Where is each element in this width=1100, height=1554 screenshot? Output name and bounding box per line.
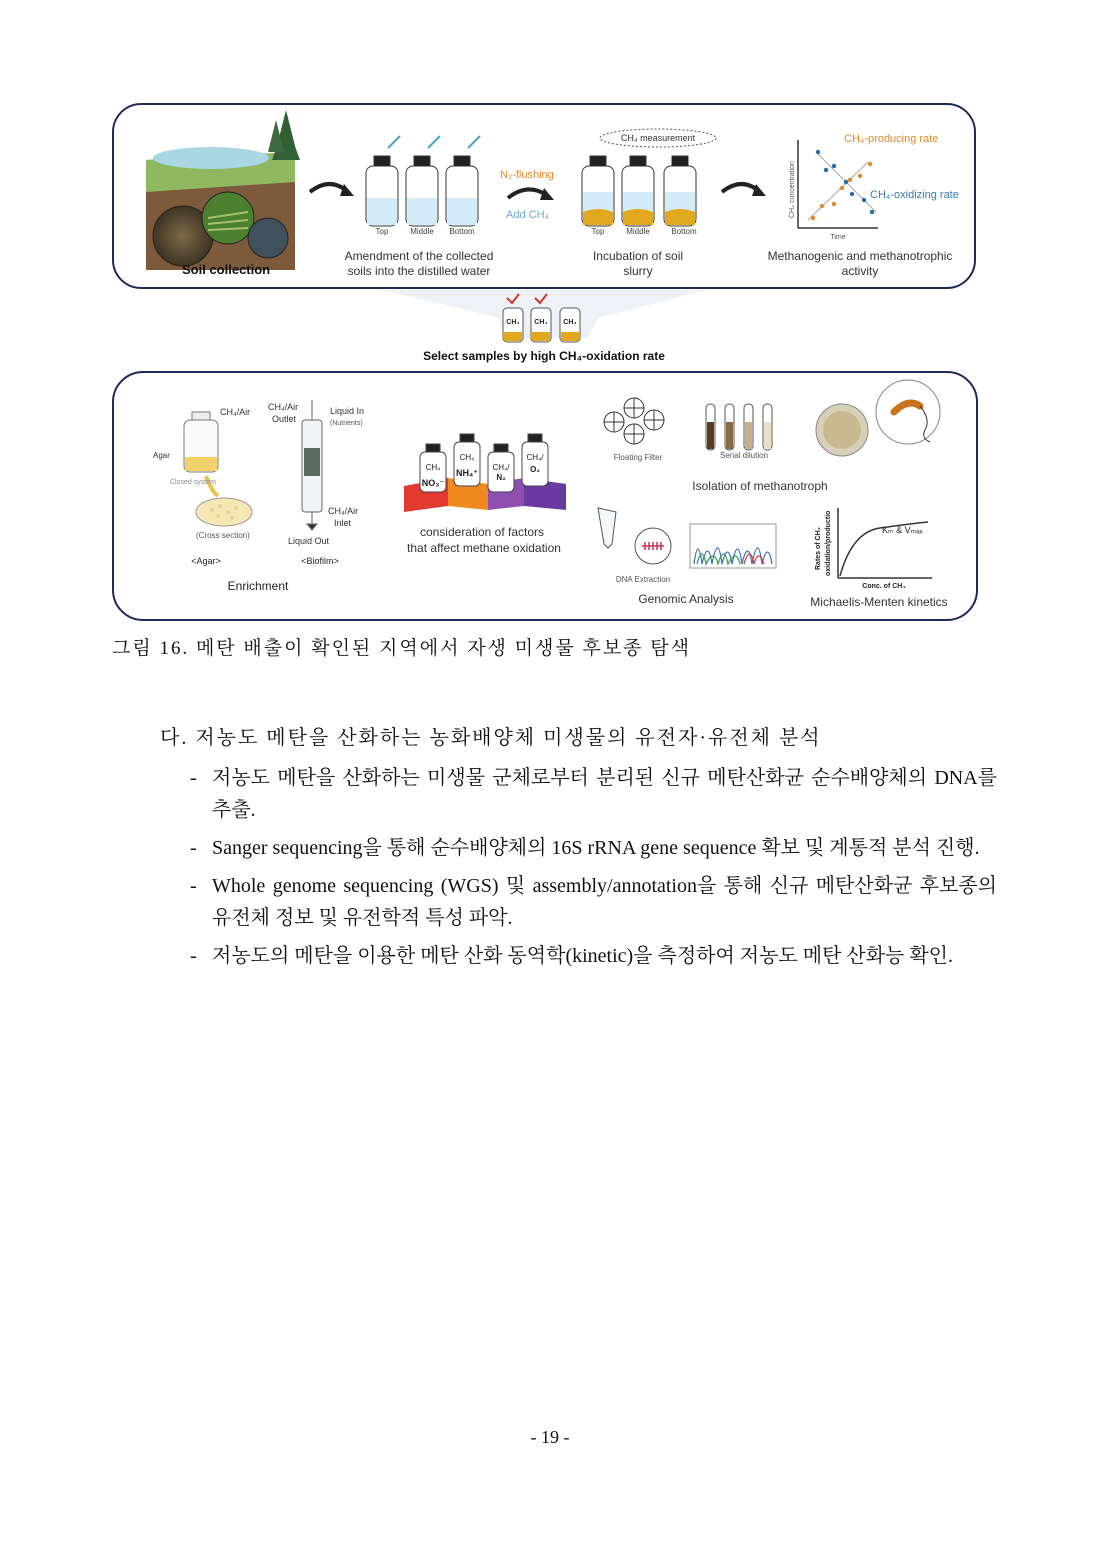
incubation-line-2: slurry bbox=[623, 264, 653, 278]
bullet-text: Whole genome sequencing (WGS) 및 assembly/annotation을 통해 신규 메탄산화균 후보종의 유전체 정보 및 유전학적 특성 파악. bbox=[212, 875, 997, 929]
serial-dilution-label: Serial dilution bbox=[719, 451, 769, 460]
isolation-label: Isolation of methanotroph bbox=[692, 479, 828, 493]
bullet-item bbox=[190, 870, 997, 934]
activity-line-2: activity bbox=[841, 264, 879, 278]
bottle-label-bottom: Bottom bbox=[449, 227, 475, 236]
inlet-line-2: Inlet bbox=[334, 518, 352, 528]
funnel-bottle-2: CH₄ bbox=[534, 319, 548, 326]
n2-flushing-label: N₂-flushing bbox=[500, 169, 554, 181]
biofilm-tag: <Biofilm> bbox=[301, 556, 339, 566]
mm-x-axis-label: Conc. of CH₄ bbox=[862, 583, 906, 590]
factor-label-4: O₂ bbox=[530, 465, 540, 474]
km-vmax-label: Kₘ & Vₘₐₓ bbox=[882, 525, 923, 535]
slurry-label-top: Top bbox=[591, 227, 605, 236]
dash-marker: - bbox=[190, 767, 197, 789]
section-body bbox=[112, 722, 997, 978]
bullet-text: 저농도 메탄을 산화하는 미생물 군체로부터 분리된 신규 메탄산화균 순수배양체의 DNA를 추출. bbox=[212, 767, 997, 821]
biofilm-column bbox=[302, 400, 322, 530]
amendment-line-1: Amendment of the collected bbox=[344, 249, 494, 263]
factors-line-1: consideration of factors bbox=[419, 525, 545, 539]
x-axis-label: Time bbox=[830, 234, 846, 241]
enrichment-label: Enrichment bbox=[227, 579, 289, 593]
activity-line-1: Methanogenic and methanotrophic bbox=[767, 249, 953, 263]
liquid-in-line-1: Liquid In bbox=[330, 406, 365, 416]
outlet-line-2: Outlet bbox=[272, 414, 297, 424]
slurry-label-bottom: Bottom bbox=[671, 227, 697, 236]
bullet-text: Sanger sequencing을 통해 순수배양체의 16S rRNA gene sequence 확보 및 계통적 분석 진행. bbox=[212, 837, 980, 859]
inlet-line-1: CH₄/Air bbox=[328, 506, 359, 516]
oxidizing-rate-label: CH₄-oxidizing rate bbox=[870, 189, 959, 201]
slurry-bottles bbox=[582, 156, 696, 226]
select-samples-label: Select samples by high CH₄-oxidation rate bbox=[423, 349, 665, 363]
page-number: - 19 - bbox=[530, 1427, 570, 1447]
chromatogram bbox=[690, 524, 776, 568]
dash-marker: - bbox=[190, 945, 197, 967]
agar-ch4-air: CH₄/Air bbox=[220, 407, 251, 417]
floating-filter-label: Floating Filter bbox=[613, 453, 663, 462]
dash-marker: - bbox=[190, 875, 197, 897]
outlet-line-1: CH₄/Air bbox=[268, 402, 299, 412]
factor-bottle-2: CH₄ bbox=[459, 453, 475, 462]
funnel-bottle-3: CH₄ bbox=[563, 319, 577, 326]
dna-extraction-label: DNA Extraction bbox=[615, 575, 671, 584]
dash-marker: - bbox=[190, 837, 197, 859]
factors-line-2: that affect methane oxidation bbox=[407, 541, 561, 555]
liquid-out-label: Liquid Out bbox=[288, 536, 330, 546]
mm-title: Michaelis-Menten kinetics bbox=[810, 595, 948, 609]
figure-16 bbox=[108, 100, 982, 625]
bullet-item bbox=[190, 832, 997, 864]
closed-system-label: Closed system bbox=[170, 479, 216, 486]
ch4-measurement-label: CH₄ measurement bbox=[620, 133, 696, 143]
factor-label-2: NH₄⁺ bbox=[455, 468, 479, 478]
producing-rate-label: CH₄-producing rate bbox=[844, 133, 939, 145]
factor-bottle-1: CH₄ bbox=[425, 463, 441, 472]
slurry-label-middle: Middle bbox=[626, 227, 650, 236]
factor-label-1: NO₃⁻ bbox=[421, 478, 445, 488]
cross-section-label: (Cross section) bbox=[196, 531, 250, 540]
liquid-in-line-2: (Nutrients) bbox=[330, 420, 363, 427]
mm-y-axis-line-2: oxidation/productio bbox=[825, 510, 832, 576]
amendment-line-2: soils into the distilled water bbox=[347, 264, 491, 278]
section-heading: 다. 저농도 메탄을 산화하는 농화배양체 미생물의 유전자·유전체 분석 bbox=[160, 727, 822, 749]
agar-label: Agar bbox=[153, 451, 170, 460]
bullet-item bbox=[190, 762, 997, 826]
agar-tag: <Agar> bbox=[191, 556, 221, 566]
soil-collection-label: Soil collection bbox=[182, 262, 271, 277]
mm-y-axis-line-1: Rates of CH₄ bbox=[815, 526, 822, 570]
add-ch4-label: Add CH₄ bbox=[506, 209, 550, 221]
bottle-label-top: Top bbox=[375, 227, 389, 236]
funnel-bottle-1: CH₄ bbox=[506, 319, 520, 326]
bullet-text: 저농도의 메탄을 이용한 메탄 산화 동역학(kinetic)을 측정하여 저농도 메탄 산화능 확인. bbox=[212, 945, 953, 967]
bottle-label-middle: Middle bbox=[410, 227, 434, 236]
factor-label-3: N₂ bbox=[496, 473, 506, 482]
factor-bottle-4: CH₄/ bbox=[526, 453, 544, 462]
y-axis-label: CH₄ concentration bbox=[789, 161, 796, 218]
genomic-analysis-label: Genomic Analysis bbox=[638, 592, 734, 606]
bullet-item bbox=[190, 940, 997, 972]
figure-caption: 그림 16. 메탄 배출이 확인된 지역에서 자생 미생물 후보종 탐색 bbox=[112, 638, 691, 659]
incubation-line-1: Incubation of soil bbox=[592, 249, 684, 263]
factor-bottle-3: CH₄/ bbox=[492, 463, 510, 472]
